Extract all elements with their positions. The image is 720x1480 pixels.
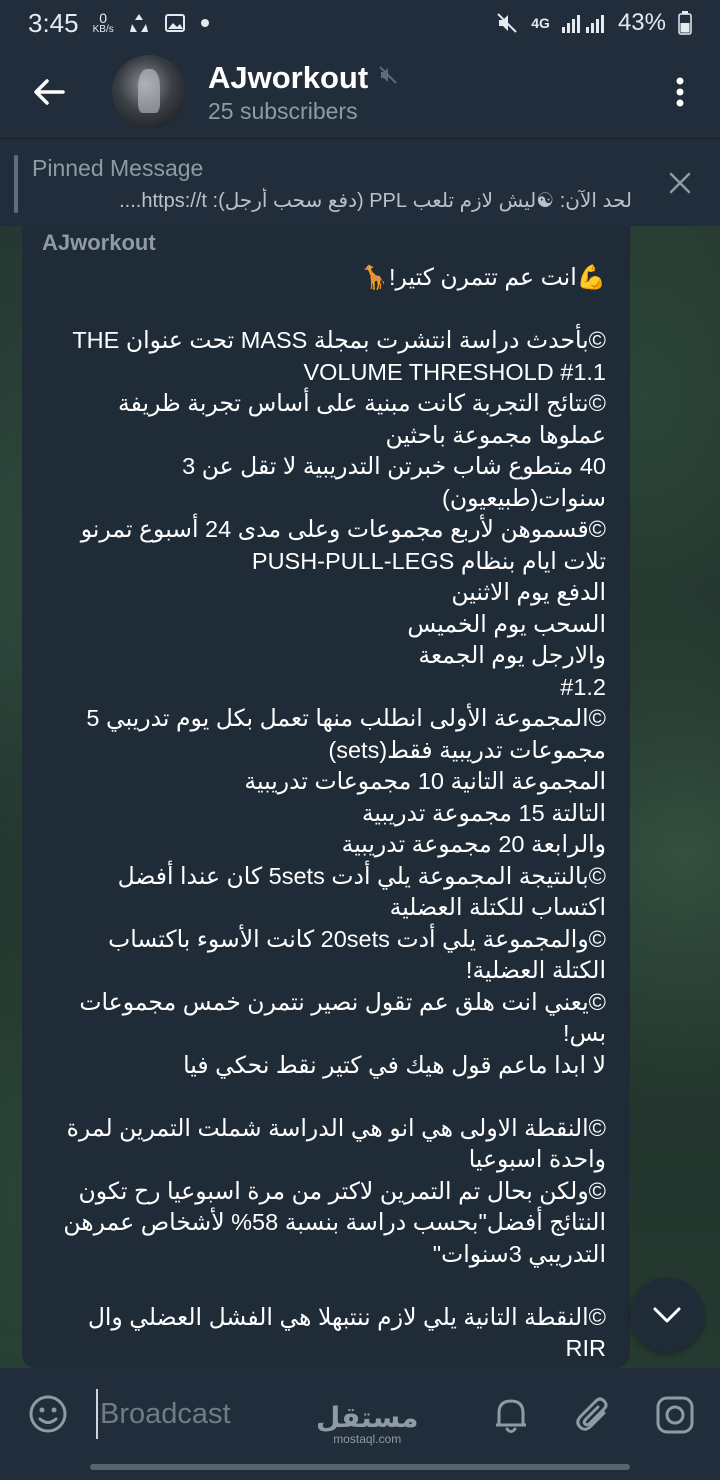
pinned-message[interactable]	[0, 138, 720, 226]
message-line: تلات ايام بنظام PUSH-PULL-LEGS	[251, 547, 606, 574]
network-type: 4G	[531, 15, 550, 31]
attach-button[interactable]	[568, 1390, 618, 1440]
chevron-down-icon	[652, 1306, 682, 1324]
subscriber-count: 25 subscribers	[208, 97, 358, 124]
camera-button[interactable]	[650, 1390, 700, 1440]
message-line: واحدة اسبوعيا	[468, 1146, 606, 1172]
title-row	[208, 60, 398, 96]
message-line: عملوها مجموعة باحثين	[385, 421, 606, 448]
message-author: AJworkout	[42, 230, 156, 255]
smiley-icon	[28, 1394, 68, 1434]
pinned-indicator	[14, 155, 18, 213]
signal-icon	[562, 12, 606, 34]
chat-area[interactable]	[0, 226, 720, 1368]
battery-percent: 43%	[617, 9, 666, 36]
message-line: ©بالنتيجة المجموعة يلي أدت 5sets كان عندا أفضل	[117, 862, 606, 889]
paperclip-icon	[574, 1395, 612, 1435]
pinned-label: Pinned Message	[32, 155, 204, 181]
message-line: والرابعة 20 مجموعة تدريبية	[341, 831, 606, 857]
message-line: السحب يوم الخميس	[407, 610, 606, 637]
back-button[interactable]	[0, 46, 98, 138]
message-line	[42, 294, 606, 326]
message-line: والارجل يوم الجمعة	[418, 642, 606, 668]
watermark-arabic: مستقل	[316, 1402, 419, 1433]
recycle-icon	[128, 12, 150, 34]
message-line: مجموعات تدريبية فقط(sets)	[328, 736, 606, 763]
message-line: ©قسموهن لأربع مجموعات وعلى مدى 24 أسبوع تمرنو	[80, 516, 606, 542]
channel-avatar[interactable]	[112, 55, 186, 129]
more-vertical-icon	[675, 77, 685, 107]
message-line: لا ابدا ماعم قول هيك في كتير نقط نحكي فيا	[183, 1051, 606, 1078]
message-line: الكتلة العضلية!	[465, 957, 606, 983]
message-line: RIR	[565, 1335, 606, 1361]
channel-title: AJworkout	[208, 59, 369, 95]
dot-icon	[200, 18, 210, 28]
message-line: النتائج أفضل"بحسب دراسة بنسبة 58% لأشخاص عمرهن	[63, 1209, 606, 1235]
message-line: الدفع يوم الاثنين	[451, 579, 606, 605]
message-line: #1.2	[560, 673, 606, 700]
status-right	[495, 9, 692, 37]
message-line: بس!	[562, 1020, 606, 1046]
watermark-latin: mostaql.com	[333, 1432, 402, 1446]
message-bubble[interactable]	[22, 226, 630, 1368]
pinned-text: لحد الآن: ☯ليش لازم تلعب PPL (دفع سحب أرجل): https://t....	[119, 190, 632, 212]
message-body	[42, 262, 606, 1365]
watermark	[316, 1404, 418, 1446]
message-line: VOLUME THRESHOLD #1.1	[303, 358, 606, 385]
more-options-button[interactable]	[640, 46, 720, 138]
message-line: ©والمجموعة يلي أدت 20sets كانت الأسوء باكتساب	[108, 925, 606, 952]
instagram-camera-icon	[655, 1395, 695, 1435]
message-line: المجموعة التانية 10 مجموعات تدريبية	[244, 768, 606, 794]
message-line: سنوات(طبيعيون)	[442, 484, 606, 511]
network-speed-unit: KB/s	[92, 24, 114, 35]
status-time: 3:45	[28, 7, 79, 38]
message-line: ©بأحدث دراسة انتشرت بمجلة MASS تحت عنوان THE	[72, 327, 606, 353]
network-speed-value: 0	[99, 10, 108, 26]
gallery-icon	[164, 12, 186, 34]
message-line: ©النقطة الاولى هي انو هي الدراسة شملت التمرين لمرة	[66, 1114, 606, 1141]
notification-toggle-button[interactable]	[486, 1390, 536, 1440]
message-line: 💪انت عم تتمرن كتير!🦒	[359, 264, 606, 290]
message-line: ©النقطة التانية يلي لازم ننتبهلا هي الفشل العضلي وال	[87, 1303, 606, 1330]
message-line: التالتة 15 مجموعة تدريبية	[361, 799, 606, 826]
message-line: ©نتائج التجربة كانت مبنية على أساس تجربة ظريفة	[118, 390, 606, 416]
message-line: 40 متطوع شاب خبرتن التدريبية لا تقل عن 3	[182, 453, 606, 479]
nav-handle[interactable]	[90, 1464, 630, 1470]
network-speed	[93, 11, 114, 35]
message-line: اكتساب للكتلة العضلية	[389, 894, 606, 920]
muted-speaker-icon	[378, 65, 398, 90]
scroll-down-button[interactable]	[630, 1278, 704, 1352]
message-line: ©المجموعة الأولى انطلب منها تعمل بكل يوم تدريبي 5	[86, 705, 606, 731]
mute-icon	[495, 11, 519, 35]
message-line	[42, 1081, 606, 1113]
message-line	[42, 1270, 606, 1302]
message-line: ©ولكن بحال تم التمرين لاكتر من مرة اسبوعيا رح تكون	[78, 1177, 606, 1204]
emoji-button[interactable]	[0, 1368, 96, 1460]
status-left	[28, 8, 210, 39]
pinned-close-button[interactable]	[662, 165, 698, 201]
close-icon	[669, 172, 691, 194]
arrow-left-icon	[33, 78, 65, 106]
system-nav-bar	[0, 1460, 720, 1480]
channel-header	[0, 46, 720, 138]
bell-icon	[493, 1395, 529, 1435]
status-bar	[0, 0, 720, 46]
battery-icon	[678, 11, 692, 35]
message-line: التدريبي 3سنوات"	[432, 1240, 606, 1267]
message-line: ©يعني انت هلق عم تقول نصير نتمرن خمس مجموعات	[79, 988, 606, 1015]
channel-info[interactable]	[208, 60, 398, 125]
